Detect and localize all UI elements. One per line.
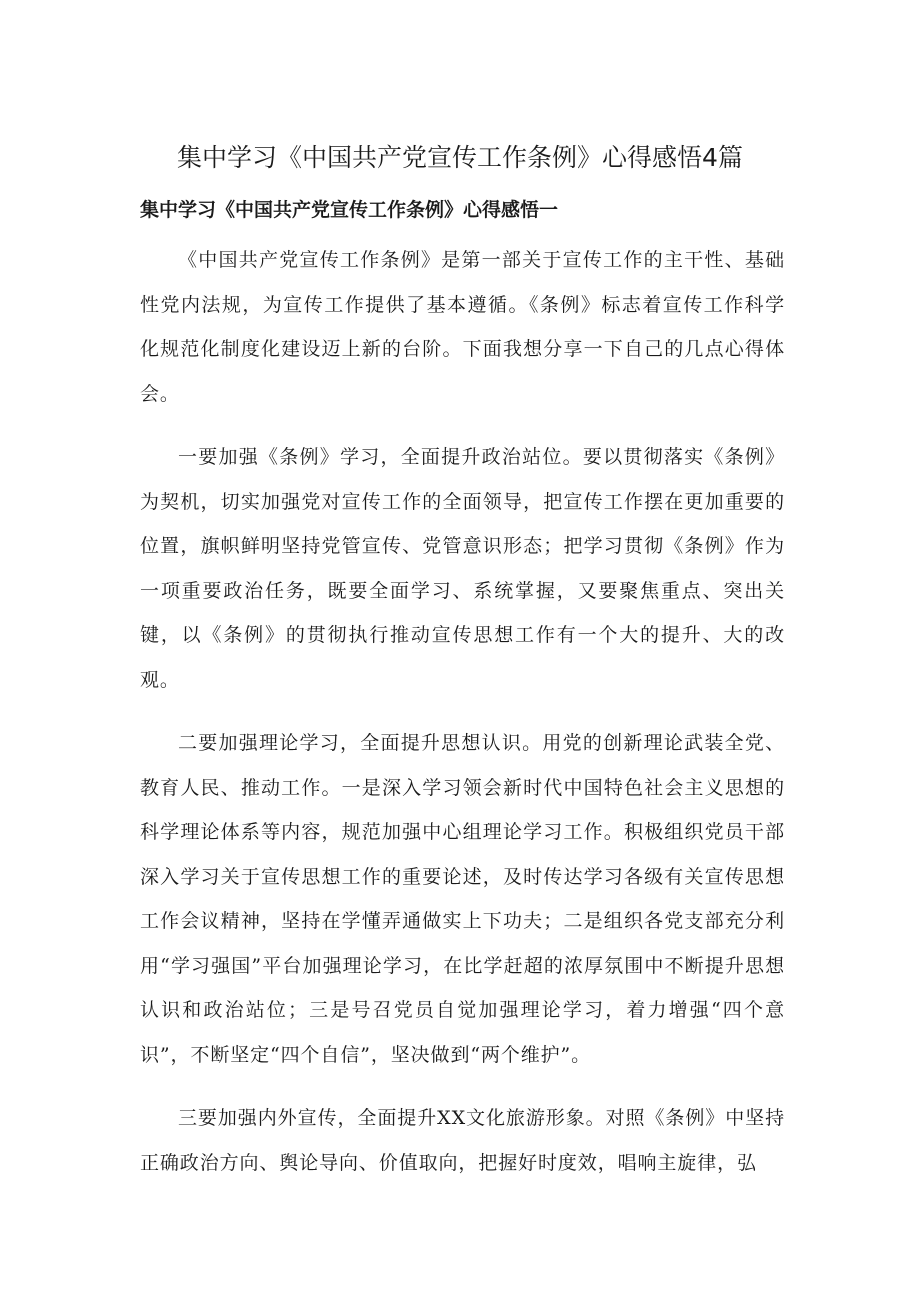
paragraph-point-three: 三要加强内外宣传，全面提升XX文化旅游形象。对照《条例》中坚持正确政治方向、舆论导向、价值取向，把握好时度效，唱响主旋律，弘 [140,1107,785,1174]
document-body [140,238,785,1185]
document-title: 集中学习《中国共产党宣传工作条例》心得感悟4篇 [177,143,743,172]
paragraph-point-two: 二要加强理论学习，全面提升思想认识。用党的创新理论武装全党、教育人民、推动工作。一是深入学习领会新时代中国特色社会主义思想的科学理论体系等内容，规范加强中心组理论学习工作。积极组织党员干部深入学习关于宣传思想工作的重要论述，及时传达学习各级有关宣传思想工作会议精神，坚持在学懂弄通做实上下功夫；二是组织各党支部充分利用“学习强国”平台加强理论学习，在比学赶超的浓厚氛围中不断提升思想认识和政治站位；三是号召党员自觉加强理论学习，着力增强“四个意识”，不断坚定“四个自信”，坚决做到“两个维护”。 [140,732,785,1066]
section-heading: 集中学习《中国共产党宣传工作条例》心得感悟一 [140,199,559,221]
paragraph-intro: 《中国共产党宣传工作条例》是第一部关于宣传工作的主干性、基础性党内法规，为宣传工作提供了基本遵循。《条例》标志着宣传工作科学化规范化制度化建设迈上新的台阶。下面我想分享一下自己的几点心得体会。 [140,249,785,405]
paragraph-point-one: 一要加强《条例》学习，全面提升政治站位。要以贯彻落实《条例》为契机，切实加强党对宣传工作的全面领导，把宣传工作摆在更加重要的位置，旗帜鲜明坚持党管宣传、党管意识形态；把学习贯彻《条例》作为一项重要政治任务，既要全面学习、系统掌握，又要聚焦重点、突出关键，以《条例》的贯彻执行推动宣传思想工作有一个大的提升、大的改观。 [140,446,785,691]
